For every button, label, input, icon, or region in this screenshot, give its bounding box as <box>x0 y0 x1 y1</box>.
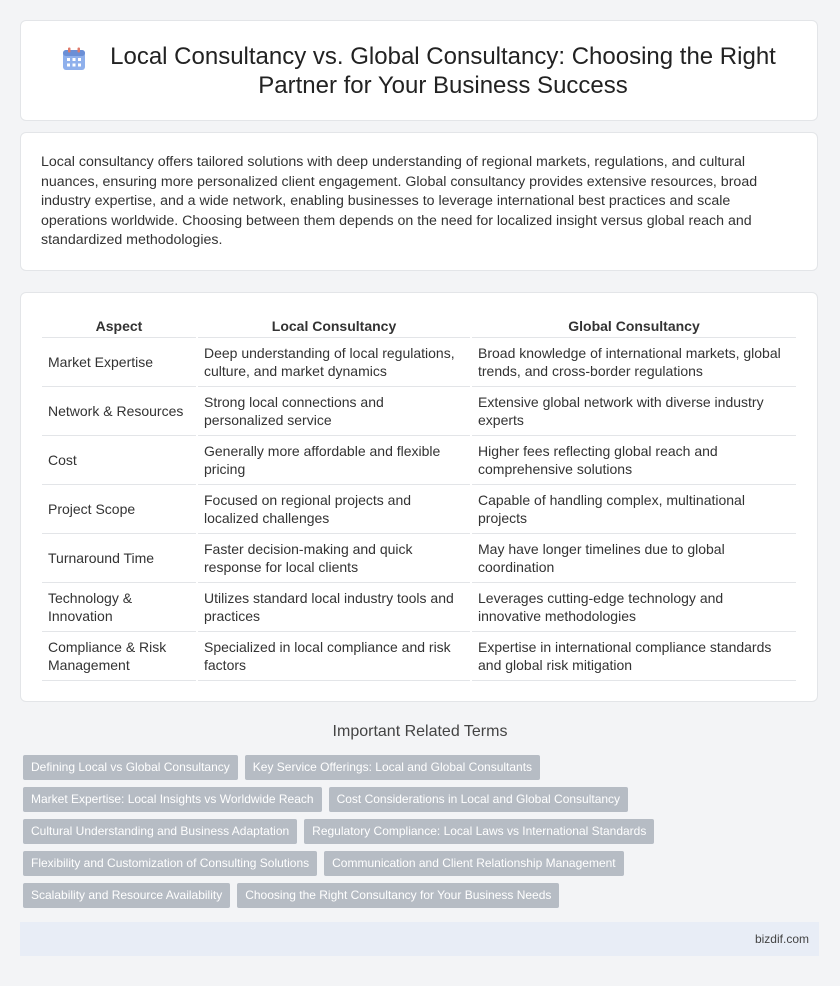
related-tags-row <box>23 851 823 876</box>
cell-local: Focused on regional projects and localized challenges <box>198 485 470 534</box>
related-term-tag[interactable]: Market Expertise: Local Insights vs Worldwide Reach <box>23 787 322 812</box>
cell-local: Faster decision-making and quick response for local clients <box>198 534 470 583</box>
cell-aspect: Turnaround Time <box>42 534 196 583</box>
table-row <box>42 632 796 681</box>
related-tags-row <box>23 787 823 812</box>
table-header-row <box>42 315 796 338</box>
related-term-tag[interactable]: Scalability and Resource Availability <box>23 883 230 908</box>
footer-brand-link[interactable]: bizdif.com <box>754 932 809 946</box>
cell-global: Higher fees reflecting global reach and comprehensive solutions <box>472 436 796 485</box>
cell-global: May have longer timelines due to global coordination <box>472 534 796 583</box>
header-global: Global Consultancy <box>472 315 796 338</box>
cell-aspect: Technology & Innovation <box>42 583 196 632</box>
cell-aspect: Project Scope <box>42 485 196 534</box>
related-term-tag[interactable]: Choosing the Right Consultancy for Your Business Needs <box>237 883 559 908</box>
page-title: Local Consultancy vs. Global Consultancy: Choosing the Right Partner for Your Business Success <box>110 42 776 99</box>
related-term-tag[interactable]: Cultural Understanding and Business Adaptation <box>23 819 297 844</box>
cell-global: Broad knowledge of international markets, global trends, and cross-border regulations <box>472 338 796 387</box>
related-tags-row <box>23 755 823 780</box>
header-aspect: Aspect <box>42 315 196 338</box>
header-local: Local Consultancy <box>198 315 470 338</box>
intro-card <box>20 132 818 271</box>
related-term-tag[interactable]: Cost Considerations in Local and Global Consultancy <box>329 787 629 812</box>
table-row <box>42 534 796 583</box>
cell-aspect: Market Expertise <box>42 338 196 387</box>
table-row <box>42 436 796 485</box>
related-term-tag[interactable]: Key Service Offerings: Local and Global Consultants <box>245 755 540 780</box>
cell-local: Specialized in local compliance and risk factors <box>198 632 470 681</box>
cell-local: Generally more affordable and flexible pricing <box>198 436 470 485</box>
related-term-tag[interactable]: Flexibility and Customization of Consulting Solutions <box>23 851 317 876</box>
related-tags-row <box>23 819 823 844</box>
related-term-tag[interactable]: Defining Local vs Global Consultancy <box>23 755 238 780</box>
cell-global: Leverages cutting-edge technology and innovative methodologies <box>472 583 796 632</box>
table-row <box>42 387 796 436</box>
calendar-icon <box>61 46 87 72</box>
related-term-tag[interactable]: Regulatory Compliance: Local Laws vs International Standards <box>304 819 654 844</box>
comparison-table <box>40 315 798 681</box>
table-row <box>42 583 796 632</box>
cell-global: Expertise in international compliance standards and global risk mitigation <box>472 632 796 681</box>
cell-local: Strong local connections and personalized service <box>198 387 470 436</box>
cell-aspect: Cost <box>42 436 196 485</box>
related-tags-row <box>23 883 823 908</box>
table-row <box>42 485 796 534</box>
table-row <box>42 338 796 387</box>
intro-text: Local consultancy offers tailored solutions with deep understanding of regional markets, regulations, and cultural nuances, ensuring more personalized client engagement. Global consultancy provides extensive resources, broad industry expertise, and a wide network, enabling businesses to leverage international best practices and scale operations worldwide. Choosing between them depends on the need for localized insight versus global reach and standardized methodologies. <box>41 154 758 249</box>
cell-global: Extensive global network with diverse industry experts <box>472 387 796 436</box>
cell-global: Capable of handling complex, multinational projects <box>472 485 796 534</box>
related-term-tag[interactable]: Communication and Client Relationship Management <box>324 851 624 876</box>
footer <box>20 922 819 956</box>
cell-aspect: Compliance & Risk Management <box>42 632 196 681</box>
cell-local: Deep understanding of local regulations, culture, and market dynamics <box>198 338 470 387</box>
title-card <box>20 20 818 121</box>
cell-local: Utilizes standard local industry tools and practices <box>198 583 470 632</box>
comparison-table-card <box>20 292 818 702</box>
title-wrap <box>21 42 817 100</box>
related-terms-title: Important Related Terms <box>332 723 508 740</box>
cell-aspect: Network & Resources <box>42 387 196 436</box>
